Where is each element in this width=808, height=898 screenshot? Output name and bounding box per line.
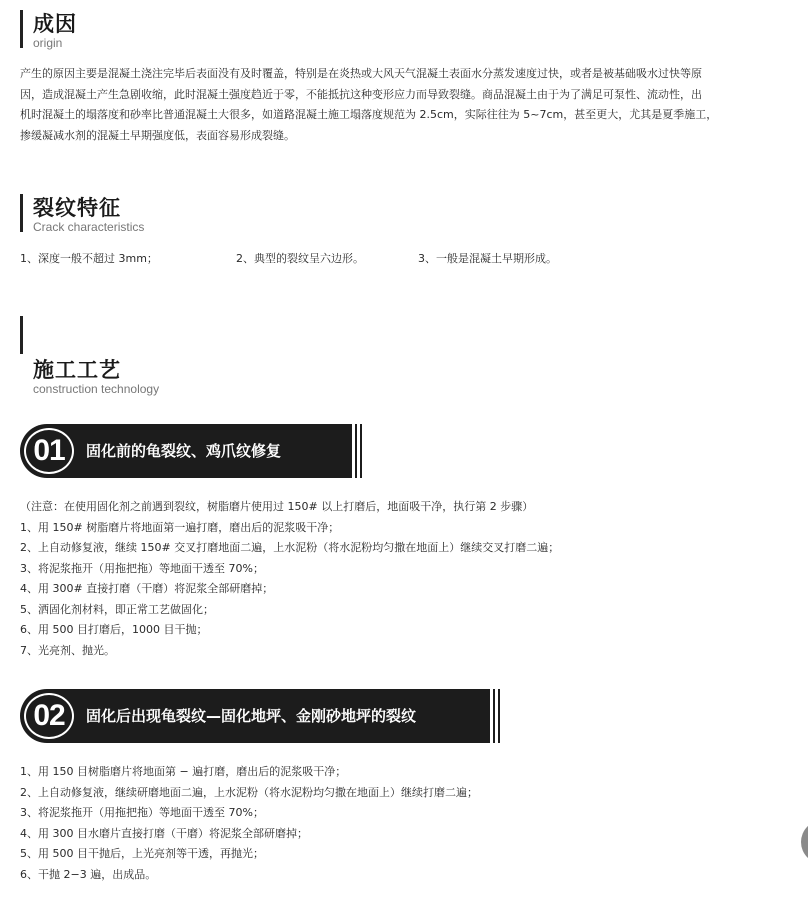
list-item: 2、上自动修复液，继续研磨地面二遍，上水泥粉（将水泥粉均匀撒在地面上）继续打磨二遍； <box>20 785 478 799</box>
crack-title: 裂纹特征 <box>33 196 121 220</box>
list-item: 3、将泥浆拖开（用拖把拖）等地面干透至 70%； <box>20 806 264 819</box>
step2-number: 02 <box>33 699 65 732</box>
construction-subtitle: construction technology <box>33 382 160 396</box>
step1-list <box>20 497 559 661</box>
crack-item: 1、深度一般不超过 3mm； <box>20 252 158 265</box>
side-scroll-button[interactable] <box>801 820 808 864</box>
crack-item: 3、一般是混凝土早期形成。 <box>418 252 557 265</box>
list-item: （注意：在使用固化剂之前遇到裂纹，树脂磨片使用过 150# 以上打磨后，地面吸干净，执行第 2 步骤） <box>20 500 534 513</box>
origin-line: 机时混凝土的塌落度和砂率比普通混凝土大很多，如道路混凝土施工塌落度规范为 2.5cm，实际往往为 5~7cm，甚至更大，尤其是夏季施工， <box>20 108 718 122</box>
heading-bar <box>20 194 23 232</box>
construction-title: 施工工艺 <box>33 358 121 382</box>
list-item: 5、洒固化剂材料，即正常工艺做固化； <box>20 602 214 616</box>
list-item: 7、光亮剂、抛光。 <box>20 643 115 657</box>
origin-subtitle: origin <box>33 36 63 50</box>
list-item: 2、上自动修复液，继续 150# 交叉打磨地面二遍，上水泥粉（将水泥粉均匀撒在地面上）继续交叉打磨二遍； <box>20 541 560 554</box>
step2-title: 固化后出现龟裂纹—固化地坪、金刚砂地坪的裂纹 <box>86 707 417 725</box>
list-item: 3、将泥浆拖开（用拖把拖）等地面干透至 70%； <box>20 561 264 575</box>
heading-bar <box>20 316 23 354</box>
list-item: 5、用 500 目干抛后，上光亮剂等干透，再抛光； <box>20 847 264 860</box>
crack-item: 2、典型的裂纹呈六边形。 <box>236 252 364 265</box>
origin-title: 成因 <box>33 12 77 36</box>
origin-line: 掺缓凝减水剂的混凝土早期强度低，表面容易形成裂缝。 <box>20 128 295 142</box>
banner-divider <box>360 424 362 478</box>
step1-title: 固化前的龟裂纹、鸡爪纹修复 <box>86 442 282 460</box>
list-item: 4、用 300# 直接打磨（干磨）将泥浆全部研磨掉； <box>20 582 274 595</box>
origin-line: 因，造成混凝土产生急剧收缩，此时混凝土强度趋近于零，不能抵抗这种变形应力而导致裂缝。商品混凝土由于为了满足可泵性、流动性，出 <box>20 87 702 101</box>
banner-divider <box>498 689 500 743</box>
step2-list <box>20 762 478 885</box>
step1-number: 01 <box>33 434 65 467</box>
list-item: 6、干抛 2−3 遍，出成品。 <box>20 867 157 881</box>
origin-paragraph <box>20 64 796 146</box>
heading-bar <box>20 10 23 48</box>
list-item: 1、用 150 目树脂磨片将地面第 − 遍打磨，磨出后的泥浆吸干净； <box>20 765 347 778</box>
list-item: 6、用 500 目打磨后，1000 目干抛； <box>20 623 208 636</box>
crack-subtitle: Crack characteristics <box>33 220 145 234</box>
list-item: 4、用 300 目水磨片直接打磨（干磨）将泥浆全部研磨掉； <box>20 826 308 840</box>
banner-divider <box>355 424 357 478</box>
origin-line: 产生的原因主要是混凝土浇注完毕后表面没有及时覆盖，特别是在炎热或大风天气混凝土表面水分蒸发速度过快，或者是被基础吸水过快等原 <box>20 67 702 80</box>
list-item: 1、用 150# 树脂磨片将地面第一遍打磨，磨出后的泥浆吸干净； <box>20 520 340 534</box>
banner-divider <box>493 689 495 743</box>
